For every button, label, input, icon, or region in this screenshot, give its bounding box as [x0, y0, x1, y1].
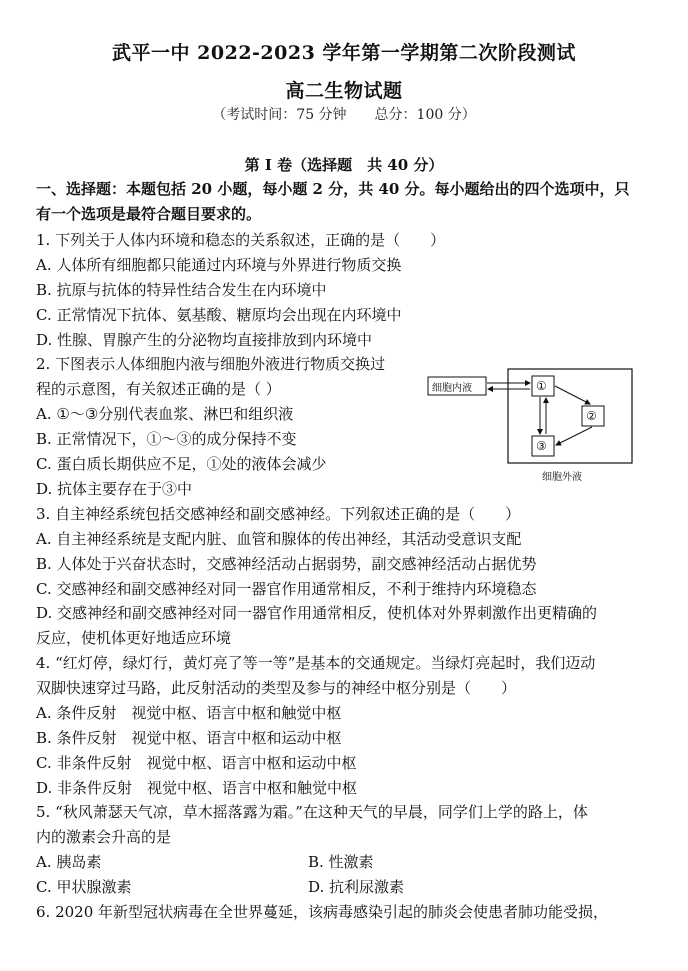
section-instructions-line2: 有一个选项是最符合题目要求的。	[36, 205, 262, 223]
exam-info: （考试时间：75 分钟 总分：100 分）	[212, 107, 476, 123]
q2-stem-line1: 2. 下图表示人体细胞内液与细胞外液进行物质交换过	[36, 355, 386, 373]
q3-option-d-line1: D. 交感神经和副交感神经对同一器官作用通常相反，使机体对外界刺激作出更精确的	[36, 604, 598, 622]
q5-option-d: D. 抗利尿激素	[308, 878, 405, 896]
q5-option-b: B. 性激素	[308, 853, 374, 871]
section-instructions-line1: 一、选择题：本题包括 20 小题，每小题 2 分，共 40 分。每小题给出的四个选项中，只	[36, 180, 630, 198]
diagram-label-cell-outer: 细胞外液	[542, 472, 582, 483]
exam-subtitle: 高二生物试题	[285, 80, 403, 102]
q2-option-b: B. 正常情况下，①～③的成分保持不变	[36, 430, 297, 448]
q5-stem-line2: 内的激素会升高的是	[36, 828, 172, 846]
diagram-label-cell-inner: 细胞内液	[432, 383, 472, 394]
q6-stem: 6. 2020 年新型冠状病毒在全世界蔓延，该病毒感染引起的肺炎会使患者肺功能受损，	[36, 903, 609, 921]
q3-option-c: C. 交感神经和副交感神经对同一器官作用通常相反，不利于维持内环境稳态	[36, 580, 537, 598]
diagram-node-3: ③	[536, 439, 547, 453]
q2-option-a: A. ①～③分别代表血浆、淋巴和组织液	[36, 405, 294, 423]
diagram-node-2: ②	[586, 409, 597, 423]
q4-option-b: B. 条件反射 视觉中枢、语言中枢和运动中枢	[36, 729, 342, 747]
q2-option-c: C. 蛋白质长期供应不足，①处的液体会减少	[36, 455, 327, 473]
q4-option-d: D. 非条件反射 视觉中枢、语言中枢和触觉中枢	[36, 779, 358, 797]
q2-option-d: D. 抗体主要存在于③中	[36, 480, 193, 498]
q5-stem-line1: 5. “秋风萧瑟天气凉，草木摇落露为霜。”在这种天气的早晨，同学们上学的路上，体	[36, 803, 588, 821]
diagram-node-1: ①	[536, 379, 547, 393]
exam-title: 武平一中 2022-2023 学年第一学期第二次阶段测试	[112, 42, 576, 64]
q1-option-a: A. 人体所有细胞都只能通过内环境与外界进行物质交换	[36, 256, 402, 274]
q4-stem-line1: 4. “红灯停，绿灯行，黄灯亮了等一等”是基本的交通规定。当绿灯亮起时，我们迈动	[36, 654, 596, 672]
q1-stem: 1. 下列关于人体内环境和稳态的关系叙述，正确的是（ ）	[36, 231, 446, 249]
q4-option-c: C. 非条件反射 视觉中枢、语言中枢和运动中枢	[36, 754, 357, 772]
q3-option-d-line2: 反应，使机体更好地适应环境	[36, 629, 232, 647]
q2-stem-line2: 程的示意图，有关叙述正确的是（ ）	[36, 380, 281, 398]
q3-stem: 3. 自主神经系统包括交感神经和副交感神经。下列叙述正确的是（ ）	[36, 505, 521, 523]
fluid-exchange-diagram	[424, 366, 636, 486]
q4-option-a: A. 条件反射 视觉中枢、语言中枢和触觉中枢	[36, 704, 342, 722]
q3-option-a: A. 自主神经系统是支配内脏、血管和腺体的传出神经，其活动受意识支配	[36, 530, 522, 548]
q5-option-c: C. 甲状腺激素	[36, 878, 132, 896]
q1-option-c: C. 正常情况下抗体、氨基酸、糖原均会出现在内环境中	[36, 306, 402, 324]
q4-stem-line2: 双脚快速穿过马路，此反射活动的类型及参与的神经中枢分别是（ ）	[36, 679, 517, 697]
q1-option-b: B. 抗原与抗体的特异性结合发生在内环境中	[36, 281, 327, 299]
q1-option-d: D. 性腺、胃腺产生的分泌物均直接排放到内环境中	[36, 331, 373, 349]
q3-option-b: B. 人体处于兴奋状态时，交感神经活动占据弱势，副交感神经活动占据优势	[36, 555, 537, 573]
part-title: 第 I 卷（选择题 共 40 分）	[244, 156, 444, 174]
q5-option-a: A. 胰岛素	[36, 853, 102, 871]
